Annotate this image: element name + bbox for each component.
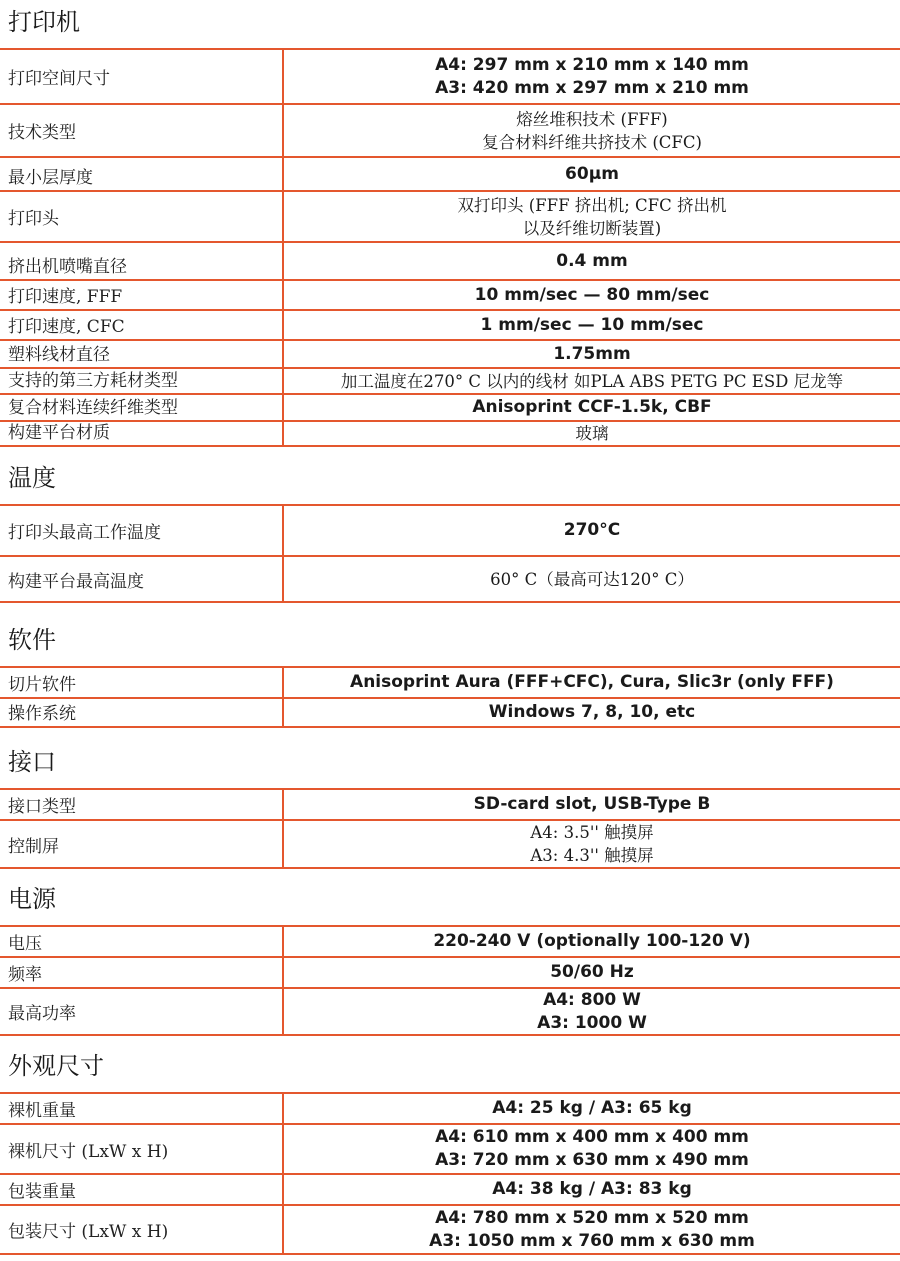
spec-value (284, 668, 900, 697)
spec-value (284, 369, 900, 393)
spec-value (284, 192, 900, 241)
spec-value-line: A4: 25 kg / A3: 65 kg (492, 1098, 692, 1118)
spec-value (284, 395, 900, 420)
spec-value (284, 989, 900, 1034)
spec-value-line: 270°C (563, 520, 621, 540)
spec-row (0, 819, 900, 869)
spec-value-line: 60° C（最高可达120° C） (490, 569, 694, 589)
spec-value-line: 0.4 mm (556, 250, 628, 271)
spec-label: 复合材料连续纤维类型 (0, 395, 284, 420)
spec-row (0, 925, 900, 956)
spec-label: 最高功率 (0, 989, 284, 1034)
spec-value (284, 699, 900, 726)
spec-row (0, 1092, 900, 1123)
spec-row (0, 555, 900, 603)
spec-row (0, 309, 900, 339)
spec-value (284, 311, 900, 339)
spec-value-line: 加工温度在270° C 以内的线材 如PLA ABS PETG PC ESD 尼龙等 (340, 371, 844, 391)
spec-value-line: A4: 3.5'' 触摸屏 (530, 823, 654, 842)
spec-value-line: A3: 720 mm x 630 mm x 490 mm (435, 1150, 749, 1170)
spec-row (0, 393, 900, 420)
spec-label: 电压 (0, 927, 284, 956)
spec-label: 打印速度, CFC (0, 311, 284, 339)
spec-label: 打印速度, FFF (0, 281, 284, 309)
spec-row (0, 1123, 900, 1173)
section-title: 软件 (8, 626, 56, 654)
spec-value-line: 双打印头 (FFF 挤出机; CFC 挤出机 (457, 195, 727, 215)
spec-value-line: 10 mm/sec — 80 mm/sec (474, 284, 710, 305)
spec-value-line: 复合材料纤维共挤技术 (CFC) (482, 132, 702, 152)
spec-value-line: A3: 1000 W (537, 1012, 647, 1033)
spec-value (284, 1125, 900, 1173)
spec-value-line: A4: 610 mm x 400 mm x 400 mm (435, 1127, 749, 1147)
spec-label: 频率 (0, 958, 284, 987)
spec-label: 构建平台材质 (0, 422, 284, 445)
spec-row (0, 1204, 900, 1255)
spec-value-line: 1 mm/sec — 10 mm/sec (480, 314, 704, 335)
spec-value-line: A4: 780 mm x 520 mm x 520 mm (435, 1207, 749, 1228)
spec-row (0, 279, 900, 309)
section-title: 接口 (8, 748, 56, 776)
section-title: 外观尺寸 (8, 1052, 104, 1080)
spec-label: 打印空间尺寸 (0, 50, 284, 103)
spec-value-line: 60μm (565, 163, 619, 184)
spec-value (284, 821, 900, 867)
spec-value (284, 1175, 900, 1204)
spec-row (0, 788, 900, 819)
spec-value-line: 50/60 Hz (550, 962, 634, 982)
spec-value-line: Anisoprint Aura (FFF+CFC), Cura, Slic3r (only FFF) (350, 672, 834, 692)
spec-label: 控制屏 (0, 821, 284, 867)
spec-value (284, 506, 900, 555)
spec-row (0, 420, 900, 447)
spec-row (0, 504, 900, 555)
spec-label: 最小层厚度 (0, 158, 284, 190)
spec-label: 操作系统 (0, 699, 284, 726)
spec-value (284, 557, 900, 601)
section-title: 温度 (8, 464, 56, 492)
spec-value-line: A4: 38 kg / A3: 83 kg (492, 1179, 692, 1199)
spec-value (284, 422, 900, 445)
spec-value-line: Anisoprint CCF-1.5k, CBF (472, 397, 712, 417)
spec-value-line: 1.75mm (553, 343, 631, 364)
spec-row (0, 956, 900, 987)
spec-value-line: A3: 1050 mm x 760 mm x 630 mm (429, 1230, 755, 1251)
spec-label: 塑料线材直径 (0, 341, 284, 367)
spec-value (284, 158, 900, 190)
spec-label: 技术类型 (0, 105, 284, 156)
spec-value-line: A4: 800 W (543, 989, 641, 1010)
spec-row (0, 666, 900, 697)
spec-row (0, 339, 900, 367)
spec-value (284, 958, 900, 987)
spec-label: 打印头 (0, 192, 284, 241)
spec-value-line: A4: 297 mm x 210 mm x 140 mm (435, 54, 749, 75)
spec-value (284, 927, 900, 956)
spec-value (284, 1094, 900, 1123)
spec-row (0, 697, 900, 728)
spec-label: 挤出机喷嘴直径 (0, 243, 284, 279)
spec-value-line: 玻璃 (575, 424, 609, 443)
spec-label: 接口类型 (0, 790, 284, 819)
spec-value-line: Windows 7, 8, 10, etc (488, 702, 696, 722)
spec-label: 裸机尺寸 (LxW x H) (0, 1125, 284, 1173)
spec-value (284, 1206, 900, 1253)
spec-value (284, 50, 900, 103)
spec-label: 构建平台最高温度 (0, 557, 284, 601)
spec-row (0, 987, 900, 1036)
spec-row (0, 190, 900, 241)
spec-value-line: A3: 420 mm x 297 mm x 210 mm (435, 77, 749, 98)
spec-value (284, 105, 900, 156)
spec-value-line: 熔丝堆积技术 (FFF) (516, 109, 668, 129)
spec-label: 包装尺寸 (LxW x H) (0, 1206, 284, 1253)
spec-value (284, 243, 900, 279)
spec-row (0, 241, 900, 279)
spec-label: 打印头最高工作温度 (0, 506, 284, 555)
section-title: 打印机 (8, 8, 80, 36)
spec-label: 支持的第三方耗材类型 (0, 369, 284, 393)
spec-value-line: 以及纤维切断装置) (522, 218, 662, 238)
spec-label: 包装重量 (0, 1175, 284, 1204)
spec-row (0, 48, 900, 103)
spec-value-line: A3: 4.3'' 触摸屏 (530, 846, 654, 865)
spec-row (0, 156, 900, 190)
spec-row (0, 103, 900, 156)
spec-row (0, 367, 900, 393)
spec-value (284, 790, 900, 819)
spec-value (284, 281, 900, 309)
spec-value-line: SD-card slot, USB-Type B (473, 794, 711, 814)
spec-label: 裸机重量 (0, 1094, 284, 1123)
spec-label: 切片软件 (0, 668, 284, 697)
section-title: 电源 (8, 885, 56, 913)
spec-row (0, 1173, 900, 1204)
spec-value (284, 341, 900, 367)
spec-value-line: 220-240 V (optionally 100-120 V) (433, 931, 751, 951)
